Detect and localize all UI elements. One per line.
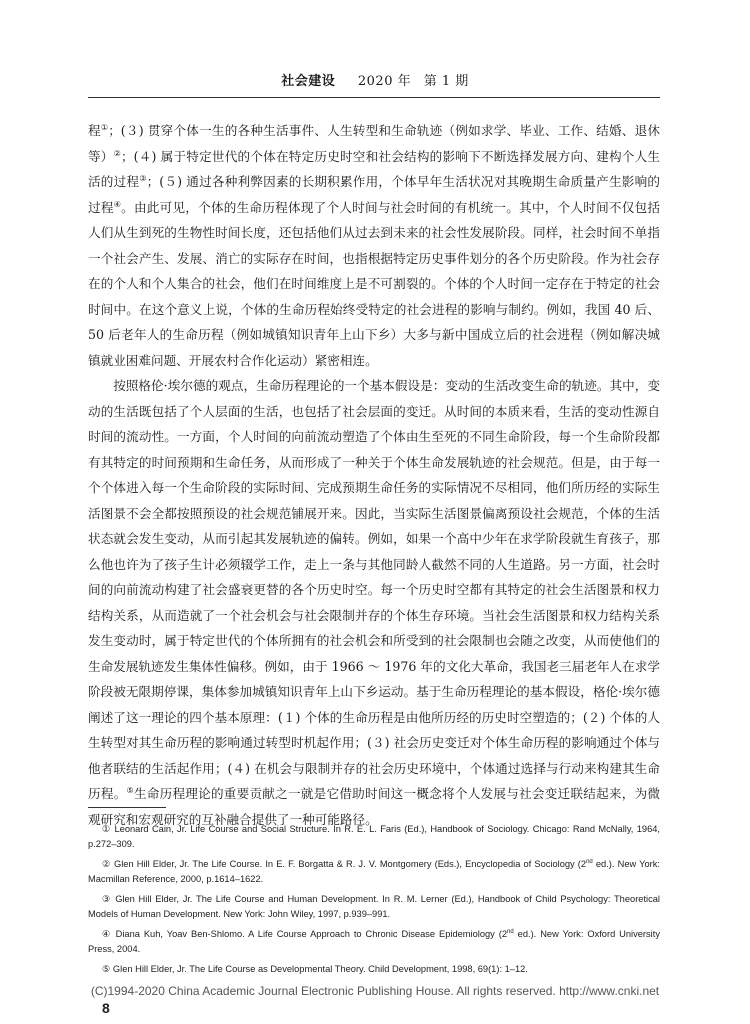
journal-title: 社会建设 bbox=[281, 74, 336, 89]
paragraph-1 bbox=[88, 118, 660, 373]
copyright-line: (C)1994-2020 China Academic Journal Electronic Publishing House. All rights reserved. http://www.cnki.net bbox=[90, 984, 660, 998]
footnote-3: ③ Glen Hill Elder, Jr. The Life Course and Human Development. In R. M. Lerner (Ed.), Handbook of Child Psychology: Theoretical Models of Human Development. New York: John Wiley, 1997, p.939–991. bbox=[88, 894, 660, 919]
footnote-1: ① Leonard Cain, Jr. Life Course and Social Structure. In R. E. L. Faris (Ed.), Handbook of Sociology. Chicago: Rand McNally, 1964, p.272–309. bbox=[88, 824, 660, 849]
page-number: 8 bbox=[102, 1000, 110, 1016]
running-header bbox=[0, 70, 750, 89]
paragraph-text: ；(５) 通过各种利弊因素的长期积累作用，个体早年生活状况对其晚期生命质量产生影响的过程 bbox=[88, 174, 660, 215]
footnotes bbox=[88, 822, 660, 982]
header-rule bbox=[88, 97, 660, 98]
article-body bbox=[88, 118, 660, 832]
footnote-ref-1[interactable]: ① bbox=[100, 122, 109, 132]
issue-year: 2020 年 bbox=[357, 74, 412, 89]
footnote-2 bbox=[88, 857, 660, 887]
ordinal-suffix: nd bbox=[507, 928, 514, 935]
footnote-ref-2[interactable]: ② bbox=[113, 148, 122, 158]
paragraph-text: 生命历程理论的重要贡献之一就是它借助时间这一概念将个人发展与社会变迁联结起来，为微观研究和宏观研究的互补融合提供了一种可能路径。 bbox=[88, 786, 661, 827]
paragraph-text: ；(３) 贯穿个体一生的各种生活事件、人生转型和生命轨迹（例如求学、毕业、工作、结婚、退休等） bbox=[88, 123, 660, 164]
footnote-4 bbox=[88, 927, 660, 957]
footnote-text: ed.). New York: Oxford University Press, 2004. bbox=[88, 929, 660, 954]
footnote-ref-3[interactable]: ③ bbox=[139, 173, 147, 183]
paragraph-text: 。由此可见，个体的生命历程体现了个人时间与社会时间的有机统一。其中，个人时间不仅包括人们从生到死的生物性时间长度，还包括他们从过去到未来的社会性发展阶段。同样，社会时间不单指一个社会产生、发展、消亡的实际存在时间，也指根据特定历史事件划分的各个历史阶段。作为社会存在的个人和个人集合的社会，他们在时间维度上是不可割裂的。个体的个人时间一定存在于特定的社会时间中。在这个意义上说，个体的生命历程始终受特定的社会进程的影响与制约。例如，我国 40 后、50 后老年人的生命历程（例如城镇知识青年上山下乡）大多与新中国成立后的社会进程（例如解决城镇就业困难问题、开展农村合作化运动）紧密相连。 bbox=[88, 199, 661, 368]
footnote-5: ⑤ Glen Hill Elder, Jr. The Life Course as Developmental Theory. Child Development, 1998, 69(1): 1–12. bbox=[102, 964, 528, 974]
paragraph-text: 程 bbox=[88, 123, 101, 138]
footnote-text: ④ Diana Kuh, Yoav Ben-Shlomo. A Life Course Approach to Chronic Disease Epidemiology (2 bbox=[102, 929, 508, 939]
paragraph-text: 按照格伦·埃尔德的观点，生命历程理论的一个基本假设是：变动的生活改变生命的轨迹。其中，变动的生活既包括了个人层面的生活，也包括了社会层面的变迁。从时间的本质来看，生活的变动性源自时间的流动性。一方面，个人时间的向前流动塑造了个体由生至死的不同生命阶段，每一个生命阶段都有其特定的时间预期和生命任务，从而形成了一种关于个体生命发展轨迹的社会规范。但是，由于每一个个体进入每一个生命阶段的实际时间、完成预期生命任务的实际情况不尽相同，他们所历经的实际生活图景不会全都按照预设的社会规范铺展开来。因此，当实际生活图景偏离预设社会规范，个体的生活状态就会发生变动，从而引起其发展轨迹的偏转。例如，如果一个高中少年在求学阶段就生育孩子，那么他也许为了孩子生计必须辍学工作，走上一条与其他同龄人截然不同的人生道路。另一方面，社会时间的向前流动构建了社会盛衰更替的各个历史时空。每一个历史时空都有其特定的社会生活图景和权力结构关系，从而造就了一个社会机会与社会限制并存的个体生存环境。当社会生活图景和权力结构关系发生变动时，属于特定世代的个体所拥有的社会机会和所受到的社会限制也会随之改变，从而使他们的生命发展轨迹发生集体性偏移。例如，由于 1966 ～ 1976 年的文化大革命，我国老三届老年人在求学阶段被无限期停课，集体参加城镇知识青年上山下乡运动。基于生命历程理论的基本假设，格伦·埃尔德阐述了这一理论的四个基本原理：(１) 个体的生命历程是由他所历经的历史时空塑造的；(２) 个体的人生转型对其生命历程的影响通过转型时机起作用；(３) 社会历史变迁对个体生命历程的影响通过个体与他者联结的生活起作用；(４) 在机会与限制并存的社会历史环境中，个体通过选择与行动来构建其生命历程。 bbox=[88, 378, 660, 801]
paragraph-text: ；(４) 属于特定世代的个体在特定历史时空和社会结构的影响下不断选择发展方向、建构个人生活的过程 bbox=[88, 148, 660, 189]
paragraph-2 bbox=[88, 373, 660, 832]
footnote-ref-4[interactable]: ④ bbox=[113, 199, 122, 209]
ordinal-suffix: nd bbox=[586, 858, 593, 865]
footnote-text: ② Glen Hill Elder, Jr. The Life Course. In E. F. Borgatta & R. J. V. Montgomery (Eds.), Encyclopedia of Sociology (2 bbox=[102, 859, 587, 869]
issue-number: 第 1 期 bbox=[423, 74, 469, 89]
footnote-ref-5[interactable]: ⑤ bbox=[126, 785, 134, 795]
footnote-text: ed.). New York: Macmillan Reference, 2000, p.1614–1622. bbox=[88, 859, 660, 884]
footnote-divider bbox=[88, 807, 166, 808]
